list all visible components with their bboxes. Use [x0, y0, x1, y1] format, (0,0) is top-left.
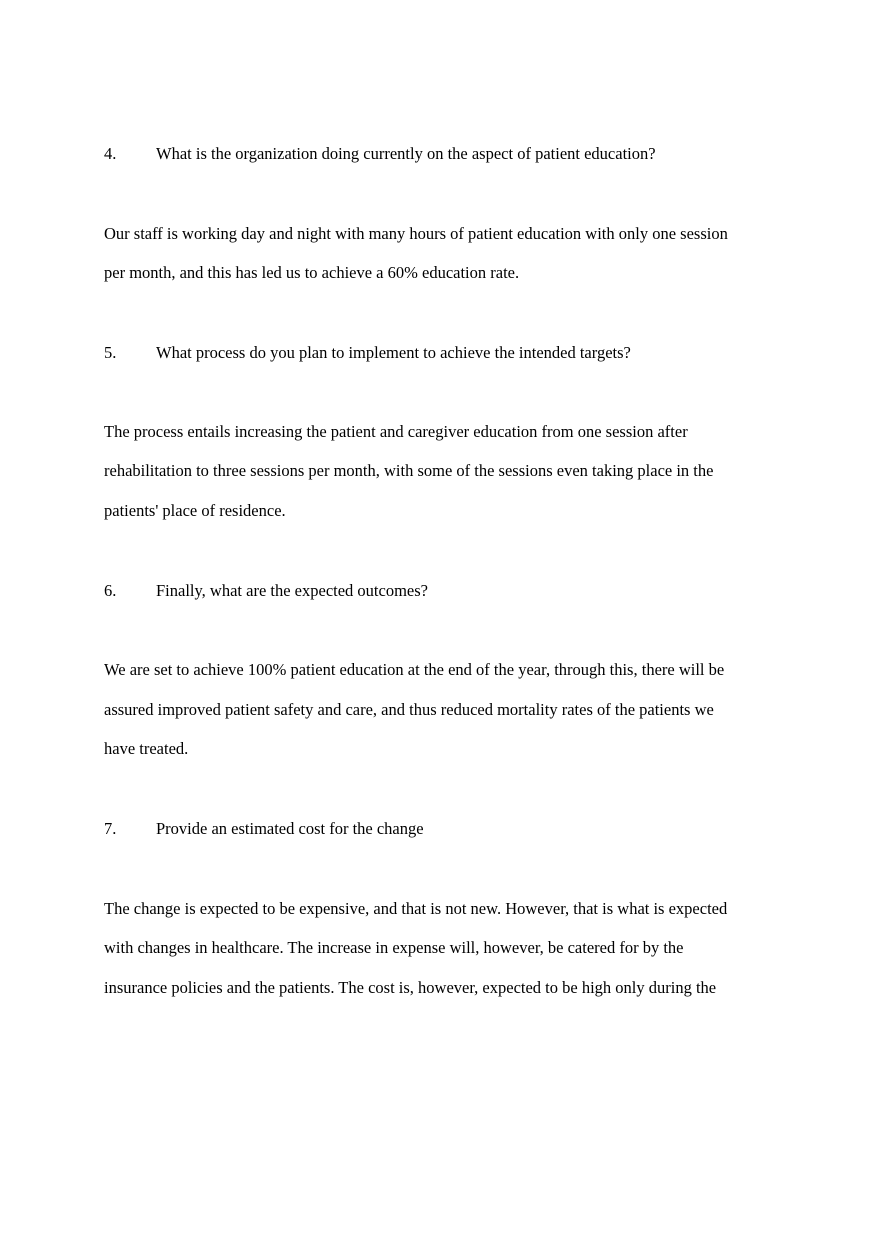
answer-line: patients' place of residence.: [104, 501, 286, 520]
question-heading-6: [104, 581, 428, 601]
question-number: 6.: [104, 581, 117, 600]
answer-line: Our staff is working day and night with many hours of patient education with only one session: [104, 224, 728, 243]
question-text: What process do you plan to implement to achieve the intended targets?: [156, 343, 631, 362]
answer-line: per month, and this has led us to achieve a 60% education rate.: [104, 263, 520, 282]
answer-line: assured improved patient safety and care, and thus reduced mortality rates of the patients we: [104, 700, 714, 719]
answer-line: rehabilitation to three sessions per month, with some of the sessions even taking place in the: [104, 461, 714, 480]
question-heading-4: [104, 144, 656, 164]
question-heading-7: [104, 819, 424, 839]
question-text: Finally, what are the expected outcomes?: [156, 581, 428, 600]
answer-line: The process entails increasing the patient and caregiver education from one session after: [104, 422, 688, 441]
answer-line: insurance policies and the patients. The cost is, however, expected to be high only during the: [104, 978, 717, 997]
answer-line: with changes in healthcare. The increase in expense will, however, be catered for by the: [104, 938, 684, 957]
question-heading-5: [104, 343, 631, 363]
answer-line: The change is expected to be expensive, and that is not new. However, that is what is expected: [104, 899, 728, 918]
question-number: 4.: [104, 144, 117, 163]
question-number: 7.: [104, 819, 117, 838]
question-text: Provide an estimated cost for the change: [156, 819, 424, 838]
question-number: 5.: [104, 343, 117, 362]
answer-line: We are set to achieve 100% patient education at the end of the year, through this, there will be: [104, 660, 725, 679]
question-text: What is the organization doing currently on the aspect of patient education?: [156, 144, 656, 163]
answer-line: have treated.: [104, 739, 189, 758]
